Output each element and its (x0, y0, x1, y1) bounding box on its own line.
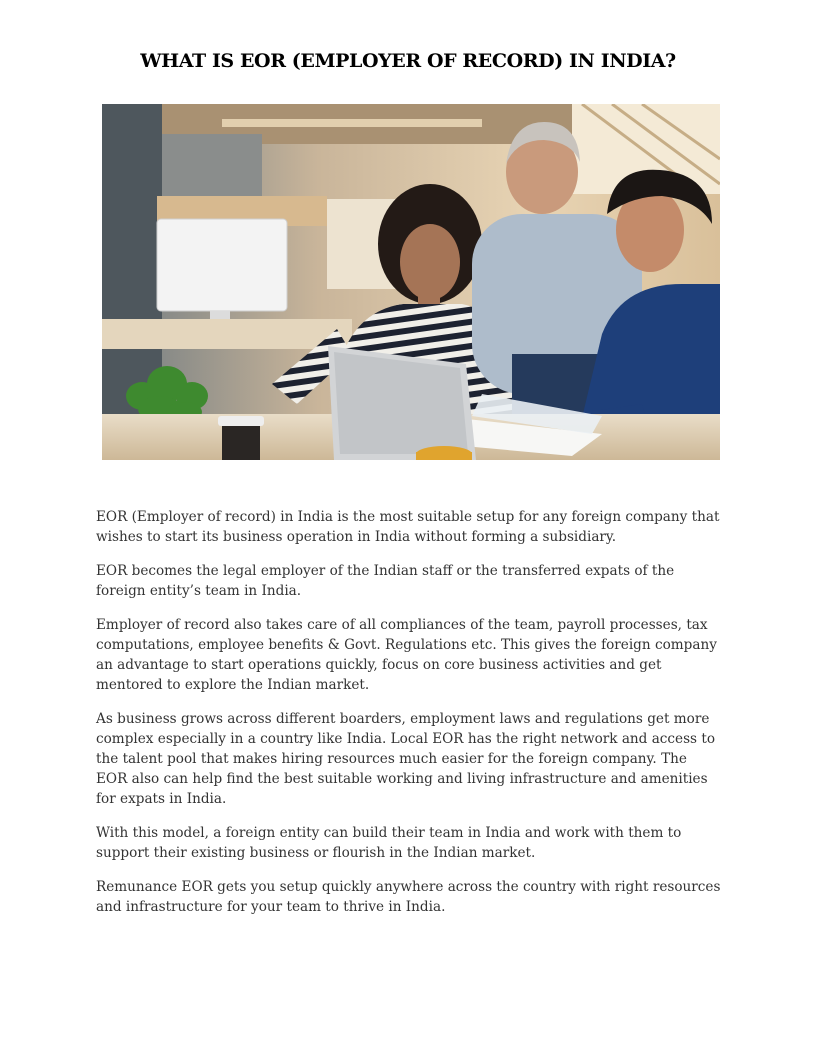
body-text (96, 507, 722, 931)
page-title: WHAT IS EOR (EMPLOYER OF RECORD) IN INDIA? (140, 50, 676, 72)
paragraph-legal-employer: EOR becomes the legal employer of the Indian staff or the transferred expats of the foreign entity’s team in India. (96, 563, 675, 599)
paragraph-compliances: Employer of record also takes care of all compliances of the team, payroll processes, tax computations, employee benefits & Govt. Regulations etc. This gives the foreign company an advantage to start operations quickly, focus on core business activities and get mentored to explore the Indian market. (96, 617, 717, 693)
paragraph-model: With this model, a foreign entity can build their team in India and work with them to support their existing business or flourish in the Indian market. (96, 825, 682, 861)
paragraph-business-growth: As business grows across different boarders, employment laws and regulations get more complex especially in a country like India. Local EOR has the right network and access to the talent pool that makes hiring resources much easier for the foreign company. The EOR also can help find the best suitable working and living infrastructure and amenities for expats in India. (96, 711, 716, 807)
paragraph-eor-definition: EOR (Employer of record) in India is the most suitable setup for any foreign company that wishes to start its business operation in India without forming a subsidiary. (96, 509, 720, 545)
office-team-photo (102, 104, 720, 460)
paragraph-remunance: Remunance EOR gets you setup quickly anywhere across the country with right resources and infrastructure for your team to thrive in India. (96, 879, 721, 915)
